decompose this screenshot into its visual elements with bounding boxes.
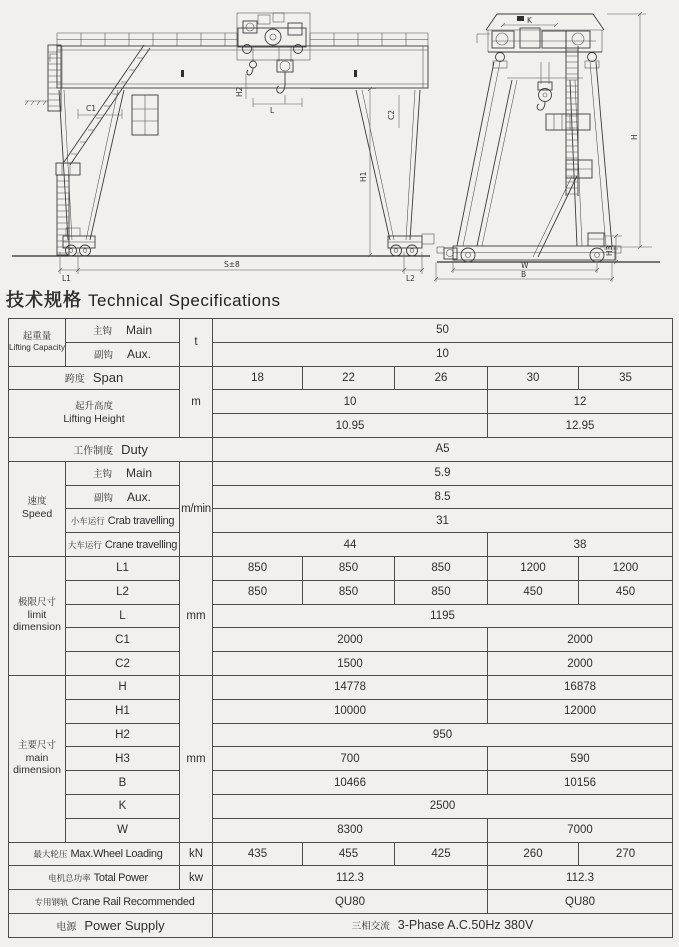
label-h: H: [66, 675, 180, 699]
label-aux-hook: 副钩 Aux.: [66, 342, 180, 366]
value-wheel-1: 435: [213, 842, 303, 866]
section-title-en: Technical Specifications: [88, 291, 281, 310]
main-hook: [277, 47, 293, 104]
label-power-supply: 电源 Power Supply: [9, 913, 213, 937]
value-wheel-5: 270: [579, 842, 673, 866]
value-power-supply: 三相交流 3-Phase A.C.50Hz 380V: [213, 913, 673, 937]
hook-side: [537, 62, 552, 110]
crane-drawings: [0, 0, 679, 285]
value-l2-4: 450: [488, 580, 579, 604]
label-speed-aux: 副钩 Aux.: [66, 485, 180, 509]
dim-label-h2: H2: [235, 86, 244, 97]
value-power-2: 112.3: [488, 866, 673, 890]
row-h: [9, 675, 673, 699]
front-dimensions: [58, 74, 424, 283]
value-w-1: 8300: [213, 818, 488, 842]
label-k: K: [66, 794, 180, 818]
main-girder: [50, 46, 428, 88]
value-span-4: 30: [488, 366, 579, 390]
value-span-5: 35: [579, 366, 673, 390]
label-b: B: [66, 771, 180, 795]
group-main-dimension: 主要尺寸 main dimension: [9, 675, 66, 842]
value-duty: A5: [213, 437, 673, 461]
dim-label-l: L: [270, 106, 275, 115]
row-speed-main: [9, 461, 673, 485]
section-title: [6, 286, 280, 312]
side-dimensions: [434, 12, 652, 282]
label-h1: H1: [66, 699, 180, 723]
trolley-front: [237, 13, 310, 60]
row-h2: [9, 723, 673, 747]
value-h1-2: 12000: [488, 699, 673, 723]
operator-cabin: [132, 95, 158, 135]
value-speed-main: 5.9: [213, 461, 673, 485]
label-w: W: [66, 818, 180, 842]
value-c1-2: 2000: [488, 628, 673, 652]
label-h3: H3: [66, 747, 180, 771]
group-limit-dimension: 极限尺寸 limit dimension: [9, 556, 66, 675]
unit-mm-main: mm: [180, 675, 213, 842]
value-h3-2: 590: [488, 747, 673, 771]
label-l1: L1: [66, 556, 180, 580]
value-wheel-2: 455: [303, 842, 395, 866]
row-speed-crane: [9, 533, 673, 557]
label-duty: 工作制度 Duty: [9, 437, 213, 461]
value-height-b2: 12.95: [488, 414, 673, 438]
label-h2: H2: [66, 723, 180, 747]
legs-side: [457, 62, 612, 246]
value-l2-5: 450: [579, 580, 673, 604]
ladder-side: [533, 46, 592, 257]
section-title-zh: 技术规格: [6, 290, 82, 310]
row-crane-rail: [9, 890, 673, 914]
value-wheel-3: 425: [395, 842, 488, 866]
dim-label-h3: H3: [605, 245, 614, 256]
label-l2: L2: [66, 580, 180, 604]
crane-side-view: [434, 12, 660, 282]
row-c2: [9, 652, 673, 676]
value-l: 1195: [213, 604, 673, 628]
dim-label-l1: L1: [62, 274, 71, 283]
value-l1-5: 1200: [579, 556, 673, 580]
value-span-3: 26: [395, 366, 488, 390]
unit-kn: kN: [180, 842, 213, 866]
label-total-power: 电机总功率 Total Power: [9, 866, 180, 890]
trolley-side: [477, 14, 604, 68]
label-main-hook: 主钩 Main: [66, 319, 180, 343]
value-h2: 950: [213, 723, 673, 747]
dim-label-w: W: [521, 261, 529, 270]
value-b-2: 10156: [488, 771, 673, 795]
row-lifting-height-1: [9, 390, 673, 414]
specs-table: [8, 318, 673, 938]
aux-hook: [247, 47, 257, 75]
group-lifting-capacity: 起重量 Lifting Capacity: [9, 319, 66, 367]
row-wheel-loading: [9, 842, 673, 866]
value-span-1: 18: [213, 366, 303, 390]
row-power-supply: [9, 913, 673, 937]
unit-kw: kw: [180, 866, 213, 890]
walkway-railing: [57, 33, 428, 46]
label-c1: C1: [66, 628, 180, 652]
label-speed-crab: 小车运行 Crab travelling: [66, 509, 180, 533]
value-l1-4: 1200: [488, 556, 579, 580]
row-speed-aux: [9, 485, 673, 509]
unit-m: m: [180, 366, 213, 437]
value-main-capacity: 50: [213, 319, 673, 343]
row-k: [9, 794, 673, 818]
dim-label-h1: H1: [359, 171, 368, 182]
leg-staircase: [56, 45, 150, 175]
value-c1-1: 2000: [213, 628, 488, 652]
value-h1-1: 10000: [213, 699, 488, 723]
dim-label-h: H: [630, 134, 639, 140]
value-power-1: 112.3: [213, 866, 488, 890]
row-span: [9, 366, 673, 390]
dim-label-k: K: [527, 16, 532, 25]
group-speed: 速度 Speed: [9, 461, 66, 556]
label-speed-crane: 大车运行 Crane travelling: [66, 533, 180, 557]
value-l1-1: 850: [213, 556, 303, 580]
value-speed-aux: 8.5: [213, 485, 673, 509]
value-c2-1: 1500: [213, 652, 488, 676]
value-h-2: 16878: [488, 675, 673, 699]
value-l2-2: 850: [303, 580, 395, 604]
value-l2-3: 850: [395, 580, 488, 604]
row-total-power: [9, 866, 673, 890]
unit-m-min: m/min: [180, 461, 213, 556]
label-wheel-loading: 最大轮压 Max.Wheel Loading: [9, 842, 180, 866]
value-height-a2: 12: [488, 390, 673, 414]
value-l2-1: 850: [213, 580, 303, 604]
value-c2-2: 2000: [488, 652, 673, 676]
value-l1-3: 850: [395, 556, 488, 580]
dim-label-c1: C1: [86, 104, 97, 113]
crane-front-view: [12, 13, 434, 283]
dim-label-c2: C2: [387, 109, 396, 120]
row-h1: [9, 699, 673, 723]
value-l1-2: 850: [303, 556, 395, 580]
value-h-1: 14778: [213, 675, 488, 699]
dim-label-span: S±8: [224, 260, 240, 269]
value-speed-crane-2: 38: [488, 533, 673, 557]
row-lifting-aux: [9, 342, 673, 366]
row-l: [9, 604, 673, 628]
unit-t: t: [180, 319, 213, 367]
unit-mm-limit: mm: [180, 556, 213, 675]
value-height-b1: 10.95: [213, 414, 488, 438]
value-w-2: 7000: [488, 818, 673, 842]
value-wheel-4: 260: [488, 842, 579, 866]
value-speed-crane-1: 44: [213, 533, 488, 557]
value-span-2: 22: [303, 366, 395, 390]
value-k: 2500: [213, 794, 673, 818]
row-speed-crab: [9, 509, 673, 533]
value-aux-capacity: 10: [213, 342, 673, 366]
label-speed-main: 主钩 Main: [66, 461, 180, 485]
value-rail-1: QU80: [213, 890, 488, 914]
row-w: [9, 818, 673, 842]
label-span: 跨度 Span: [9, 366, 180, 390]
row-l2: [9, 580, 673, 604]
row-c1: [9, 628, 673, 652]
label-crane-rail: 专用钢轨 Crane Rail Recommended: [9, 890, 213, 914]
label-c2: C2: [66, 652, 180, 676]
dim-label-l2: L2: [406, 274, 415, 283]
value-rail-2: QU80: [488, 890, 673, 914]
value-h3-1: 700: [213, 747, 488, 771]
label-lifting-height: 起升高度 Lifting Height: [9, 390, 180, 438]
row-l1: [9, 556, 673, 580]
ground-rail-symbol: [25, 101, 48, 105]
row-h3: [9, 747, 673, 771]
value-b-1: 10466: [213, 771, 488, 795]
label-l: L: [66, 604, 180, 628]
row-lifting-main: [9, 319, 673, 343]
value-height-a1: 10: [213, 390, 488, 414]
row-duty: [9, 437, 673, 461]
dim-label-b: B: [521, 270, 527, 279]
right-end-truck: [388, 234, 434, 256]
row-b: [9, 771, 673, 795]
value-speed-crab: 31: [213, 509, 673, 533]
